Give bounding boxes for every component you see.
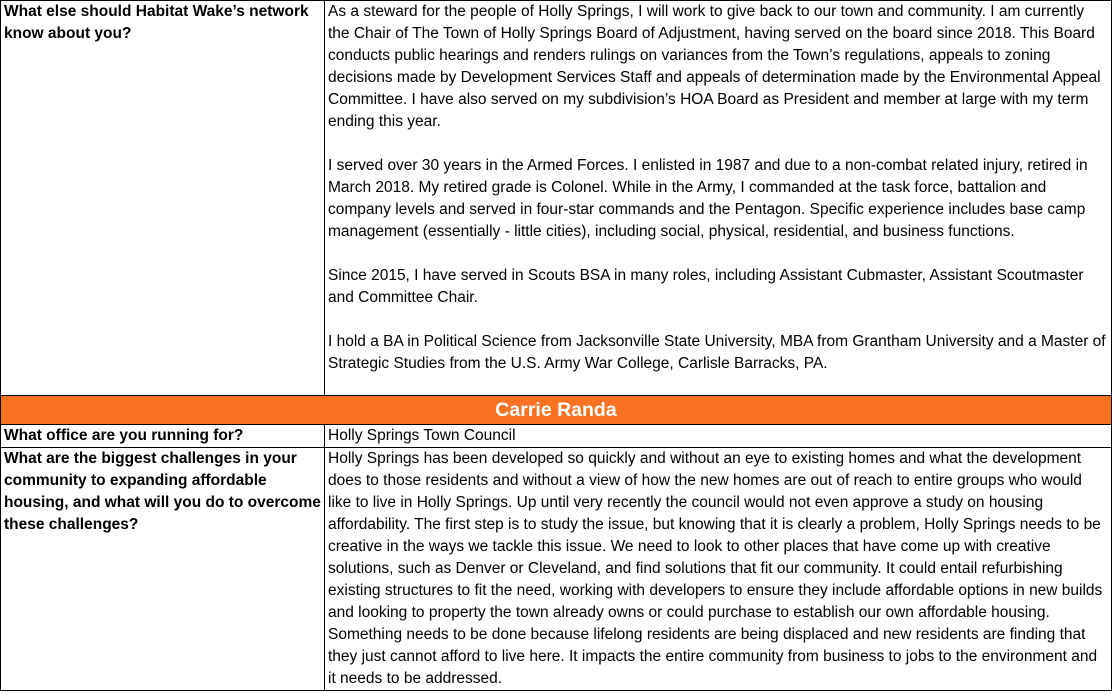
- question-cell: What are the biggest challenges in your community to expanding affordable housing, and what will you do to overcome these challenges?: [1, 448, 325, 691]
- answer-paragraph: I hold a BA in Political Science from Jacksonville State University, MBA from Grantham University and a Master of Strategic Studies from the U.S. Army War College, Carlisle Barracks, PA.: [328, 333, 1106, 372]
- answer-cell: Holly Springs has been developed so quickly and without an eye to existing homes and what the development does to those residents and without a view of how the new homes are out of reach to entire groups who would like to live in Holly Springs. Up until very recently the council would not even approve a study on housing affordability. The first step is to study the issue, but knowing that it is clearly a problem, Holly Springs needs to be creative in the ways we tackle this issue. We need to look to other places that have come up with creative solutions, such as Denver or Cleveland, and find solutions that fit our community. It could entail refurbishing existing structures to fit the need, working with developers to ensure they include affordable options in new builds and looking to property the town already owns or could purchase to establish our own affordable housing. Something needs to be done because lifelong residents are being displaced and new residents are finding that they just cannot afford to live here. It impacts the entire community from business to jobs to the environment and it needs to be addressed.: [325, 448, 1112, 691]
- question-cell: What else should Habitat Wake’s network know about you?: [1, 1, 325, 396]
- candidate-banner-row: [1, 396, 1112, 425]
- answer-cell: Holly Springs Town Council: [325, 425, 1112, 448]
- table-row: [1, 1, 1112, 396]
- answer-cell: [325, 1, 1112, 396]
- table-row: [1, 425, 1112, 448]
- answer-paragraph: As a steward for the people of Holly Springs, I will work to give back to our town and community. I am currently the Chair of The Town of Holly Springs Board of Adjustment, having served on the board since 2018. This Board conducts public hearings and renders rulings on variances from the Town’s regulations, appeals to zoning decisions made by Development Services Staff and appeals of determination made by the Environmental Appeal Committee. I have also served on my subdivision’s HOA Board as President and member at large with my term ending this year.: [328, 3, 1101, 130]
- candidate-name-banner: Carrie Randa: [1, 396, 1112, 425]
- table-row: [1, 448, 1112, 691]
- question-cell: What office are you running for?: [1, 425, 325, 448]
- answer-paragraph: Since 2015, I have served in Scouts BSA in many roles, including Assistant Cubmaster, Assistant Scoutmaster and Committee Chair.: [328, 267, 1084, 306]
- answer-paragraph: I served over 30 years in the Armed Forces. I enlisted in 1987 and due to a non-combat related injury, retired in March 2018. My retired grade is Colonel. While in the Army, I commanded at the task force, battalion and company levels and served in four-star commands and the Pentagon. Specific experience includes base camp management (essentially - little cities), including social, physical, residential, and business functions.: [328, 157, 1088, 240]
